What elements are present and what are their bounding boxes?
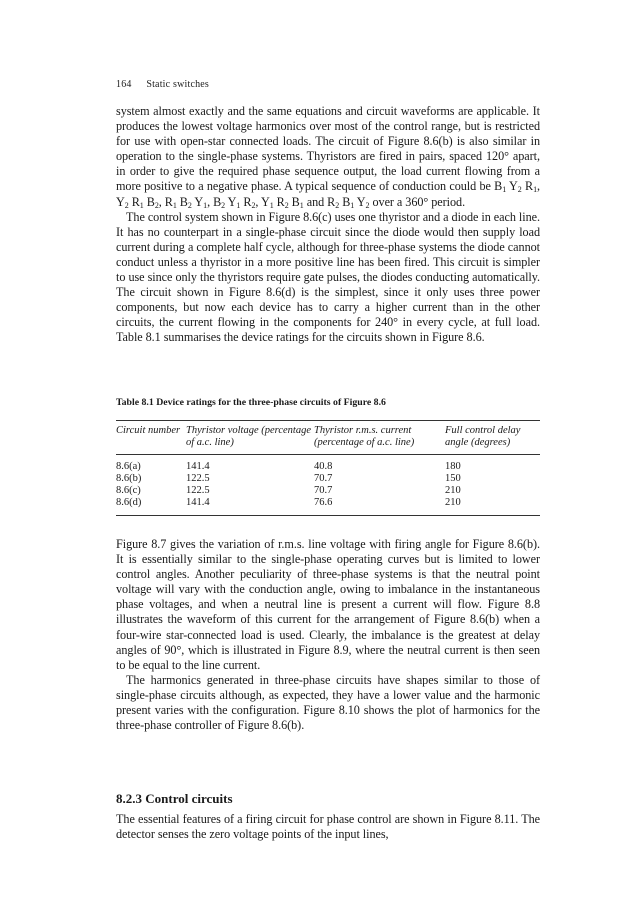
table-row [116,473,540,485]
column-header-delay-angle: Full control delay angle (degrees) [445,421,540,455]
device-ratings-table [116,420,540,516]
paragraph-3: Figure 8.7 gives the variation of r.m.s. line voltage with firing angle for Figure 8.6(b). It is essentially similar to the single-phase operating curves but is limited to lower control angles. Another peculiarity of three-phase systems is that the neutral point voltage will vary with the conduction angle, owing to imbalance in the instantaneous phase voltages, and when a neutral line is present a current will flow. Figure 8.8 illustrates the waveform of this current for the arrangement of Figure 8.6(b) when a four-wire star-connected load is used. Clearly, the imbalance is the greatest at delay angles of 90°, which is illustrated in Figure 8.9, where the neutral current is then seen to be equal to the line current. [116,537,540,672]
column-header-voltage: Thyristor voltage (percentage of a.c. line) [186,421,314,455]
table-cell: 8.6(b) [116,473,142,484]
table-header-row [116,421,540,455]
table-cell: 8.6(c) [116,485,141,496]
table-cell: 76.6 [314,497,445,516]
table-cell: 122.5 [186,485,210,496]
column-header-circuit: Circuit number [116,421,186,455]
table-cell: 150 [445,473,461,484]
table-cell: 8.6(a) [116,461,141,472]
running-title: Static switches [146,79,210,90]
table-row [116,485,540,497]
table-cell: 141.4 [186,461,210,472]
paragraph-2: The control system shown in Figure 8.6(c) uses one thyristor and a diode in each line. It has no counterpart in a single-phase circuit since the diode would then supply load current during a complete half cycle, although for three-phase systems the diode cannot conduct unless a thyristor in a more positive line has been fired. This circuit is simpler to use since only the thyristors require gate pulses, the diodes conducting automatically. The circuit shown in Figure 8.6(d) is the simplest, since it only uses three power components, but now each device has to carry a higher current than in the other circuits, the current flowing in the components for 240° in every cycle, at full load. Table 8.1 summarises the device ratings for the circuits shown in Figure 8.6. [116,209,540,345]
paragraph-1: system almost exactly and the same equations and circuit waveforms are applicable. It produces the lowest voltage harmonics over most of the control range, but is restricted for use with open-star connected loads. The circuit of Figure 8.6(b) is also similar in operation to the single-phase systems. Thyristors are fired in pairs, spaced 120° apart, in order to give the required phase sequence output, the load current flowing from a more positive to a negative phase. A typical sequence of conduction could be $B_1$ $Y_2$ $R_1$, $Y_2$ $R_1$ $B_2$, $R_1$ $B_2$ $Y_1$, $B_2$ $Y_1$ $R_2$, $Y_1$ $R_2$ $B_1$ and $R_2$ $B_1$ $Y_2$ over a 360° period. [116,104,541,210]
text-block-middle [116,537,540,733]
text-block-top [116,104,540,346]
table-cell: 210 [445,485,461,496]
page-number: 164 [116,79,132,90]
text-block-bottom [116,812,540,842]
table-cell: 70.7 [314,473,333,484]
table-cell: 40.8 [314,461,333,472]
paragraph-5: The essential features of a firing circuit for phase control are shown in Figure 8.11. The detector senses the zero voltage points of the input lines, [116,812,540,842]
table-caption: Table 8.1 Device ratings for the three-phase circuits of Figure 8.6 [116,397,386,408]
table-row [116,455,540,474]
column-header-current: Thyristor r.m.s. current (percentage of a.c. line) [314,421,445,455]
table-cell: 70.7 [314,485,333,496]
section-heading: 8.2.3 Control circuits [116,791,233,806]
table-row [116,497,540,516]
table-cell: 122.5 [186,473,210,484]
table-cell: 180 [445,461,461,472]
paragraph-4: The harmonics generated in three-phase circuits have shapes similar to those of single-phase circuits although, as expected, they have a lower value and the harmonic present varies with the configuration. Figure 8.10 shows the plot of harmonics for the three-phase controller of Figure 8.6(b). [116,672,540,733]
table-cell: 141.4 [186,497,314,516]
running-header [116,79,209,90]
table-cell: 210 [445,497,540,516]
table-cell: 8.6(d) [116,497,186,516]
